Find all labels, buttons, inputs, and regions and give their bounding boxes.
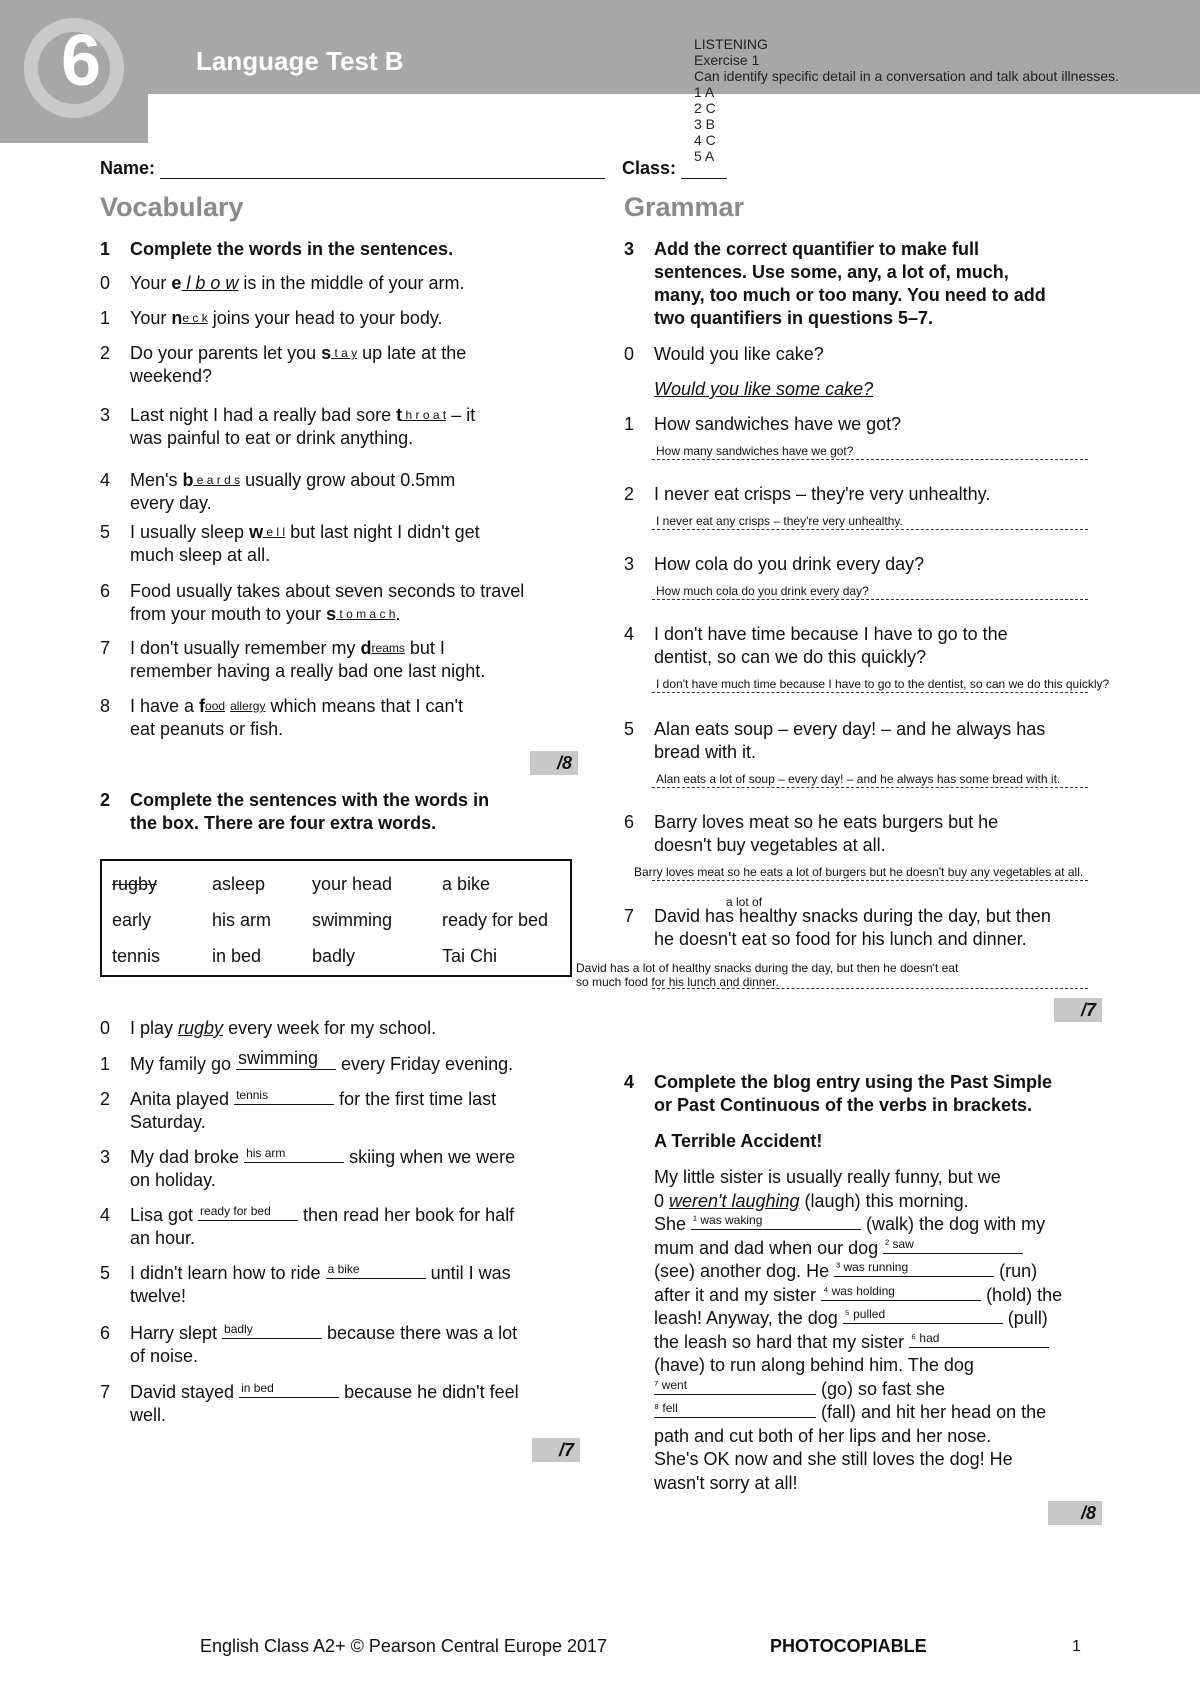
answer-blank: [326, 1262, 426, 1279]
sentence-text: but last night I didn't get: [285, 522, 480, 542]
item-number: 3: [100, 405, 111, 425]
question-line-2: bread with it.: [654, 742, 757, 762]
sentence-text: then read her book for half: [298, 1205, 515, 1225]
answer: tennis: [236, 1088, 269, 1102]
item-number: 4: [100, 470, 111, 490]
sentence-text: every week for my school.: [223, 1018, 437, 1038]
item-number: 8: [100, 696, 111, 716]
sentence-text: Your: [130, 273, 172, 293]
sentence-line-2: remember having a really bad one last night.: [130, 661, 486, 681]
written-answer: How many sandwiches have we got?: [656, 444, 854, 458]
first-letter: s: [326, 604, 337, 624]
sentence-text: I usually sleep: [130, 522, 250, 542]
sentence-text: because he didn't feel: [339, 1382, 519, 1402]
answer-line: [652, 599, 1088, 600]
sentence-text: I have a: [130, 696, 200, 716]
sentence-text: Last night I had a really bad sore: [130, 405, 397, 425]
ex2-score: /7: [532, 1438, 580, 1462]
answer-blank: [222, 1322, 322, 1339]
box-word: your head: [312, 874, 393, 894]
written-answer: David has a lot of healthy snacks during the day, but then he doesn't eat: [576, 961, 959, 975]
word-answer-2: allergy: [230, 699, 266, 713]
sentence-text: Lisa got: [130, 1205, 199, 1225]
word-answer: t a y: [331, 346, 358, 360]
item-number: 5: [100, 522, 111, 542]
ex1-instruction: 1 Complete the words in the sentences.: [100, 239, 454, 259]
unit-number: 6: [60, 21, 102, 101]
answer: his arm: [246, 1146, 286, 1160]
sentence-text: joins your head to your body.: [207, 308, 443, 328]
ex1-score: /8: [530, 751, 578, 775]
sentence-text: because there was a lot: [322, 1323, 518, 1343]
first-letter: w: [249, 522, 264, 542]
item-text: [130, 637, 580, 683]
item-text: [130, 1322, 580, 1368]
sentence-text: I play: [130, 1018, 179, 1038]
answer: badly: [224, 1322, 253, 1336]
box-word: swimming: [312, 910, 393, 930]
first-letter: s: [321, 343, 332, 363]
model-answer: Would you like some cake?: [654, 379, 874, 399]
item-number: 7: [624, 906, 635, 926]
answer-line: [652, 880, 1088, 881]
ex4-instruction: 4 Complete the blog entry using the Past Simple or Past Continuous of the verbs in brackets.: [624, 1072, 1053, 1115]
item-text: [130, 307, 580, 330]
first-letter: f: [199, 696, 206, 716]
handwritten-note: a lot of: [726, 895, 763, 909]
item-number: 1: [624, 414, 635, 434]
question: I never eat crisps – they're very unhealthy.: [654, 484, 991, 504]
written-answer-2: so much food for his lunch and dinner.: [576, 975, 779, 989]
sentence-text: Harry slept: [130, 1323, 223, 1343]
sentence-text: Men's: [130, 470, 183, 490]
answer-blank: [236, 1048, 336, 1070]
item-number: 7: [100, 1382, 111, 1402]
sentence-line-2: of noise.: [130, 1346, 199, 1366]
item-number: 4: [624, 624, 635, 644]
written-answer: I don't have much time because I have to go to the dentist, so can we do this quickly?: [656, 677, 1110, 691]
sentence-text: Do your parents let you: [130, 343, 322, 363]
sentence-text: is in the middle of your arm.: [238, 273, 465, 293]
word-answer: h r o a t: [402, 408, 447, 422]
item-text: [130, 469, 580, 515]
sentence-text: until I was: [425, 1263, 511, 1283]
item-number: 1: [100, 308, 111, 328]
answer-line: [652, 459, 1088, 460]
item-number: 0: [100, 1018, 111, 1038]
sentence-text: which means that I can't: [265, 696, 463, 716]
sentence-text: skiing when we were: [344, 1147, 516, 1167]
sentence-text: My dad broke: [130, 1147, 245, 1167]
item-text: [130, 1381, 580, 1427]
box-word: a bike: [442, 874, 491, 894]
item-text: [130, 342, 580, 388]
question-line-2: dentist, so can we do this quickly?: [654, 647, 927, 667]
answer-blank: [239, 1381, 339, 1398]
item-number: 0: [624, 344, 635, 364]
item-number: 2: [100, 1089, 111, 1109]
item-text: [654, 623, 1144, 669]
first-letter: d: [360, 638, 372, 658]
item-text: [654, 483, 1144, 506]
test-title: Language Test B: [196, 46, 404, 76]
first-letter: b: [182, 470, 194, 490]
box-word: ready for bed: [442, 910, 549, 930]
grammar-title: Grammar: [624, 192, 745, 222]
question: Would you like cake?: [654, 344, 824, 364]
question-line-2: he doesn't eat so food for his lunch and dinner.: [654, 929, 1027, 949]
answer-line: [652, 529, 1088, 530]
sentence-line-2: on holiday.: [130, 1170, 216, 1190]
sentence-text: usually grow about 0.5mm: [240, 470, 456, 490]
sentence-text: Anita played: [130, 1089, 235, 1109]
first-letter: n: [171, 308, 183, 328]
question: I don't have time because I have to go to the: [654, 624, 1008, 644]
answer-key: LISTENING Exercise 1 Can identify specific detail in a conversation and talk about illnesses. 1 A 2 C 3 B 4 C 5 A: [694, 36, 1119, 164]
word-answer: ood: [205, 699, 226, 713]
item-text: [130, 1048, 580, 1076]
answer-line: [652, 692, 1088, 693]
box-word: tennis: [112, 946, 161, 966]
sentence-line-2: much sleep at all.: [130, 545, 271, 565]
item-number: 6: [100, 581, 111, 601]
sentence-text: Food usually takes about seven seconds to travel: [130, 581, 525, 601]
item-text: [130, 695, 580, 741]
copyright: English Class A2+ © Pearson Central Europe 2017: [200, 1636, 608, 1656]
page-number: 1: [1072, 1638, 1081, 1655]
box-word: early: [112, 910, 152, 930]
item-text: [130, 1204, 580, 1250]
box-word: his arm: [212, 910, 272, 930]
question: How cola do you drink every day?: [654, 554, 925, 574]
sentence-text: but I: [404, 638, 445, 658]
word-answer: t o m a c h: [336, 607, 396, 621]
sentence-text: every Friday evening.: [336, 1054, 514, 1074]
first-letter: e: [171, 273, 182, 293]
item-text: [130, 1017, 580, 1040]
item-number: 2: [624, 484, 635, 504]
item-text: [654, 811, 1144, 857]
item-number: 6: [624, 812, 635, 832]
class-field: Class:: [622, 158, 727, 179]
word-answer: e c k: [182, 311, 208, 325]
blog-title: A Terrible Accident!: [654, 1131, 823, 1151]
question: How sandwiches have we got?: [654, 414, 902, 434]
ex3-instruction: 3 Add the correct quantifier to make full sentences. Use some, any, a lot of, much, many, too much or too many. You need to add two quantifiers in questions 5–7.: [624, 239, 1046, 328]
answer-blank: [244, 1146, 344, 1163]
name-field: Name:: [100, 158, 605, 179]
item-text: [130, 1262, 580, 1308]
item-number: 1: [100, 1054, 111, 1074]
item-number: 3: [624, 554, 635, 574]
item-number: 2: [100, 343, 111, 363]
answer: a bike: [327, 1262, 360, 1276]
sentence-text: for the first time last: [334, 1089, 497, 1109]
item-text: [130, 1088, 580, 1134]
written-answer: How much cola do you drink every day?: [656, 584, 869, 598]
item-text: [654, 718, 1144, 764]
item-text: [130, 272, 580, 295]
sentence-text: I didn't learn how to ride: [130, 1263, 326, 1283]
sentence-text: My family go: [130, 1054, 237, 1074]
answer-blank: [234, 1088, 334, 1105]
written-answer: Alan eats a lot of soup – every day! – and he always has some bread with it.: [656, 772, 1061, 786]
answer: rugby: [178, 1018, 224, 1038]
sentence-text: from your mouth to your: [130, 604, 327, 624]
box-word: rugby: [112, 874, 158, 894]
ex2-instruction: 2 Complete the sentences with the words in the box. There are four extra words.: [100, 790, 490, 833]
item-text: [130, 521, 580, 567]
item-number: 7: [100, 638, 111, 658]
photocopiable-label: PHOTOCOPIABLE: [770, 1636, 927, 1656]
ex3-score: /7: [1054, 998, 1102, 1022]
vocabulary-title: Vocabulary: [100, 192, 244, 222]
item-number: 5: [624, 719, 635, 739]
question: Barry loves meat so he eats burgers but he: [654, 812, 999, 832]
item-text: [654, 553, 1144, 576]
sentence-text: I don't usually remember my: [130, 638, 361, 658]
box-word: Tai Chi: [442, 946, 498, 966]
sentence-line-2: well.: [130, 1405, 167, 1425]
item-text: [654, 413, 1144, 436]
written-answer: Barry loves meat so he eats a lot of burgers but he doesn't buy any vegetables at all.: [634, 865, 1084, 879]
word-answer: e l l: [263, 525, 286, 539]
blog-text: My little sister is usually really funny, but we 0 weren't laughing (laugh) this morning. She ¹ was waking (walk) the dog with my mum and dad when our dog ² saw (see) another dog. He ³ was running (run) after it and my sister ⁴ was holding (hold) the leash! Anyway, the dog ⁵ pulled (pull) the leash so hard that my sister ⁶ had (have) to run along behind him. The dog ⁷ went (go) so fast she ⁸ fell (fall) and hit her head on the path and cut both of her lips and her nose. She's OK now and she still loves the dog! He wasn't sorry at all!: [654, 1167, 1063, 1493]
box-word: in bed: [212, 946, 262, 966]
answer-line: [652, 988, 1088, 989]
box-word: asleep: [212, 874, 266, 894]
answer: in bed: [241, 1381, 274, 1395]
item-number: 0: [100, 273, 111, 293]
question: David has healthy snacks during the day, but then: [654, 906, 1051, 926]
sentence-line-2: weekend?: [130, 366, 213, 386]
item-number: 3: [100, 1147, 111, 1167]
question: Alan eats soup – every day! – and he always has: [654, 719, 1046, 739]
sentence-text: – it: [446, 405, 476, 425]
word-answer: l b o w: [181, 273, 239, 293]
sentence-text: David stayed: [130, 1382, 240, 1402]
item-number: 5: [100, 1263, 111, 1283]
first-letter: t: [396, 405, 403, 425]
sentence-line-2: was painful to eat or drink anything.: [130, 428, 414, 448]
sentence-text: Your: [130, 308, 172, 328]
answer-blank: [198, 1204, 298, 1221]
sentence-line-2: every day.: [130, 493, 212, 513]
item-number: 4: [100, 1205, 111, 1225]
item-number: 6: [100, 1323, 111, 1343]
item-text: [654, 343, 1144, 401]
word-answer: e a r d s: [193, 473, 241, 487]
item-text: [130, 1146, 580, 1192]
sentence-text: up late at the: [357, 343, 467, 363]
box-word: badly: [312, 946, 356, 966]
answer-line: [652, 787, 1088, 788]
answer: swimming: [238, 1048, 319, 1068]
sentence-line-2: twelve!: [130, 1286, 187, 1306]
item-text: [654, 895, 1144, 951]
sentence-line-2: eat peanuts or fish.: [130, 719, 284, 739]
written-answer: I never eat any crisps – they're very unhealthy.: [656, 514, 903, 528]
item-text: [130, 404, 580, 450]
sentence-line-2: an hour.: [130, 1228, 196, 1248]
sentence-line-2: Saturday.: [130, 1112, 206, 1132]
question-line-2: doesn't buy vegetables at all.: [654, 835, 886, 855]
sentence-text: .: [395, 604, 401, 624]
item-text: [130, 580, 580, 626]
word-answer: reams: [371, 641, 405, 655]
answer: ready for bed: [200, 1204, 271, 1218]
ex4-score: /8: [1048, 1501, 1102, 1525]
